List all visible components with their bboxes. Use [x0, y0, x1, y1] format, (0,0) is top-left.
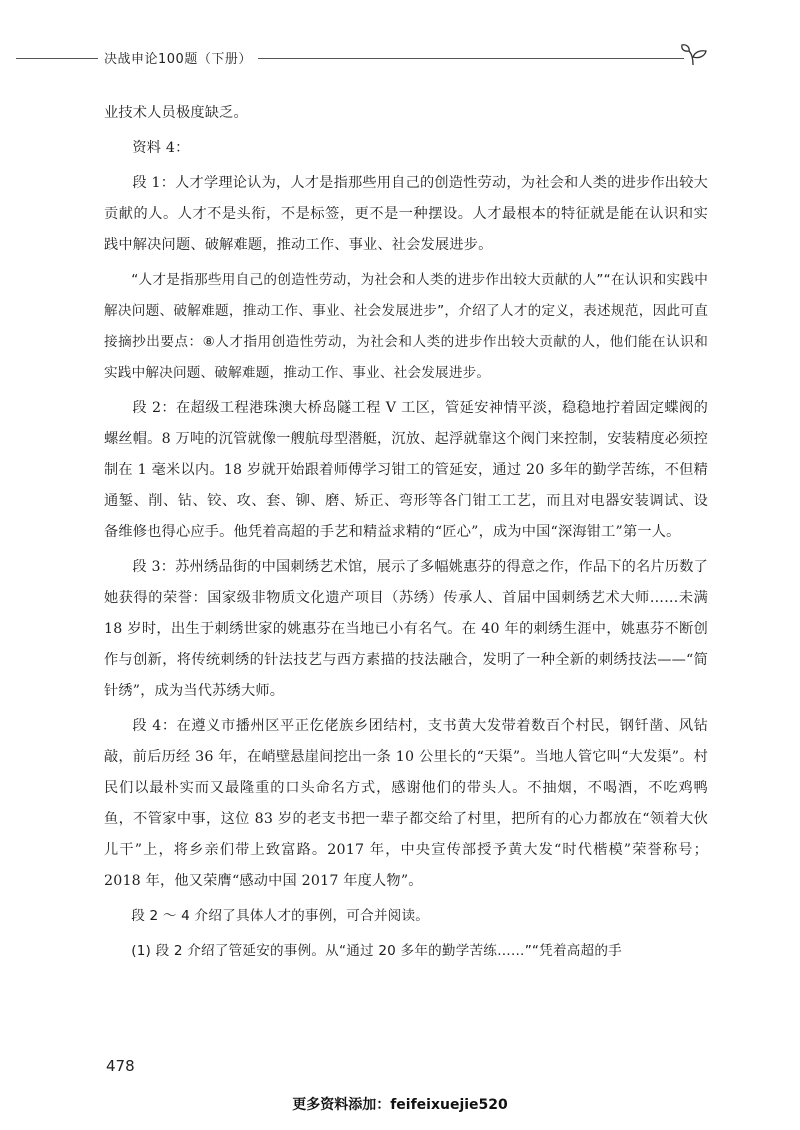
- analysis-paragraph: “人才是指那些用自己的创造性劳动，为社会和人类的进步作出较大贡献的人”“在认识和实践中解决问题、破解难题，推动工作、事业、社会发展进步”，介绍了人才的定义，表述规范，因此可直接摘抄出要点：⑧人才指用创造性劳动，为社会和人类的进步作出较大贡献的人，他们能在认识和实践中解决问题、破解难题，推动工作、事业、社会发展进步。: [104, 272, 708, 381]
- page-body: [104, 98, 708, 971]
- footer-contact-note: 更多资料添加：feifeixuejie520: [292, 1097, 508, 1113]
- body-paragraph: 段 2：在超级工程港珠澳大桥岛隧工程 V 工区，管延安神情平淡，稳稳地拧着固定蝶阀的螺丝帽。8 万吨的沉管就像一艘航母型潜艇，沉放、起浮就靠这个阀门来控制，安装精度必须控制在 1 毫米以内。18 岁就开始跟着师傅学习钳工的管延安，通过 20 多年的勤学苦练，不但精通錾、削、钻、铰、攻、套、铆、磨、矫正、弯形等各门钳工工艺，而且对电器安装调试、设备维修也得心应手。他凭着高超的手艺和精益求精的“匠心”，成为中国“深海钳工”第一人。: [104, 400, 708, 540]
- header-rule-right: [258, 58, 684, 59]
- header-title: 决战申论100题（下册）: [104, 52, 252, 67]
- analysis-paragraph: 段 2 ～ 4 介绍了具体人才的事例，可合并阅读。: [131, 908, 430, 924]
- running-header: [0, 40, 800, 76]
- body-paragraph: 业技术人员极度缺乏。: [104, 105, 248, 121]
- page-number: 478: [106, 1057, 135, 1075]
- header-rule-left: [16, 58, 98, 59]
- body-paragraph: 段 3：苏州绣品街的中国刺绣艺术馆，展示了多幅姚惠芬的得意之作，作品下的名片历数了她获得的荣誉：国家级非物质文化遗产项目（苏绣）传承人、首届中国刺绣艺术大师……未满 18 岁时，出生于刺绣世家的姚惠芬在当地已小有名气。在 40 年的刺绣生涯中，姚惠芬不断创作与创新，将传统刺绣的针法技艺与西方素描的技法融合，发明了一种全新的刺绣技法——“简针绣”，成为当代苏绣大师。: [104, 559, 708, 699]
- body-paragraph: 资料 4：: [132, 140, 190, 156]
- body-paragraph: 段 4：在遵义市播州区平正仡佬族乡团结村，支书黄大发带着数百个村民，钢钎凿、风钻敲，前后历经 36 年，在峭壁悬崖间挖出一条 10 公里长的“天渠”。当地人管它叫“大发渠”。村民们以最朴实而又最隆重的口头命名方式，感谢他们的带头人。不抽烟，不喝酒，不吃鸡鸭鱼，不管家中事，这位 83 岁的老支书把一辈子都交给了村里，把所有的心力都放在“领着大伙儿干”上，将乡亲们带上致富路。2017 年，中央宣传部授予黄大发“时代楷模”荣誉称号；2018 年，他又荣膺“感动中国 2017 年度人物”。: [104, 718, 708, 889]
- body-paragraph: 段 1：人才学理论认为，人才是指那些用自己的创造性劳动，为社会和人类的进步作出较大贡献的人。人才不是头衔，不是标签，更不是一种摆设。人才最根本的特征就是能在认识和实践中解决问题、破解难题，推动工作、事业、社会发展进步。: [104, 175, 708, 253]
- sprout-icon: [680, 44, 708, 66]
- analysis-paragraph: (1) 段 2 介绍了管延安的事例。从“通过 20 多年的勤学苦练……”“凭着高超的手: [131, 943, 622, 959]
